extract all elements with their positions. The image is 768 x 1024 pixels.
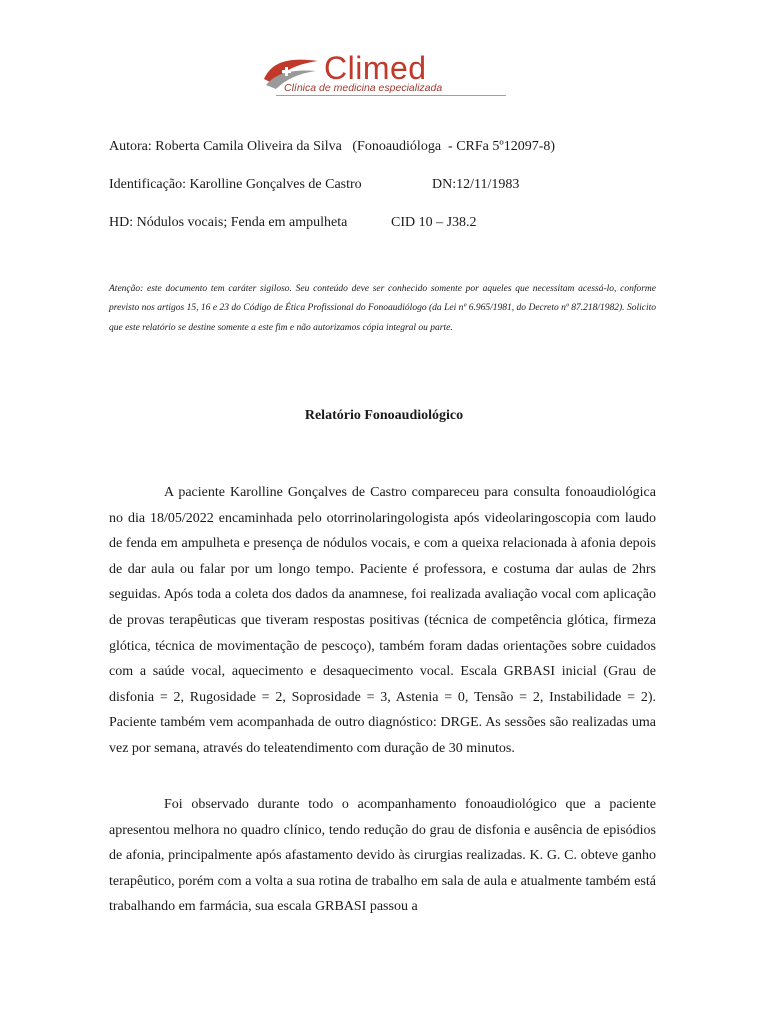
birth-date: DN:12/11/1983 — [432, 177, 520, 192]
report-paragraph: A paciente Karolline Gonçalves de Castro compareceu para consulta fonoaudiológica no dia 18/05/2022 encaminhada pelo otorrinolaringologista após videolaringoscopia com laudo de fenda em ampulheta e presença de nódulos vocais, e com a queixa relacionada à afonia depois de dar aula ou falar por um longo tempo. Paciente é professora, e costuma dar aulas de 2hrs seguidas. Após toda a coleta dos dados da anamnese, foi realizada avaliação vocal com aplicação de provas terapêuticas que tiveram respostas positivas (técnica de competência glótica, firmeza glótica, técnica de movimentação de pescoço), também foram dadas orientações sobre cuidados com a saúde vocal, aquecimento e desaquecimento vocal. Escala GRBASI inicial (Grau de disfonia = 2, Rugosidade = 2, Soprosidade = 3, Astenia = 0, Tensão = 2, Instabilidade = 2). Paciente também vem acompanhada de outro diagnóstico: DRGE. As sessões são realizadas uma vez por semana, através do teleatendimento com duração de 30 minutos. — [109, 485, 656, 756]
logo-name: Climed — [324, 50, 427, 86]
report-paragraph: Foi observado durante todo o acompanhamento fonoaudiológico que a paciente apresentou melhora no quadro clínico, tendo redução do grau de disfonia e ausência de episódios de afonia, principalmente após afastamento devido às cirurgias realizadas. K. G. C. obteve ganho terapêutico, porém com a volta a sua rotina de trabalho em sala de aula e atualmente também está trabalhando em farmácia, sua escala GRBASI passou a — [109, 797, 656, 915]
logo-tagline: Clínica de medicina especializada — [284, 82, 443, 94]
confidentiality-notice: Atenção: este documento tem caráter sigiloso. Seu conteúdo deve ser conhecido somente por aqueles que necessitam acessá-lo, conforme previsto nos artigos 15, 16 e 23 do Código de Ética Profissional do Fonoaudiólogo (da Lei nº 6.965/1981, do Decreto nº 87.218/1982). Solicito que este relatório se destine somente a este fim e não autorizamos cópia integral ou parte. — [109, 284, 656, 333]
logo-underline — [276, 95, 506, 96]
diagnosis: HD: Nódulos vocais; Fenda em ampulheta — [109, 215, 348, 230]
report-title: Relatório Fonoaudiológico — [304, 408, 464, 423]
cid-code: CID 10 – J38.2 — [391, 215, 477, 230]
patient-identification: Identificação: Karolline Gonçalves de Castro — [109, 177, 362, 192]
clinic-logo — [262, 50, 522, 99]
author-line: Autora: Roberta Camila Oliveira da Silva (Fonoaudióloga - CRFa 5º12097-8) — [109, 139, 556, 154]
